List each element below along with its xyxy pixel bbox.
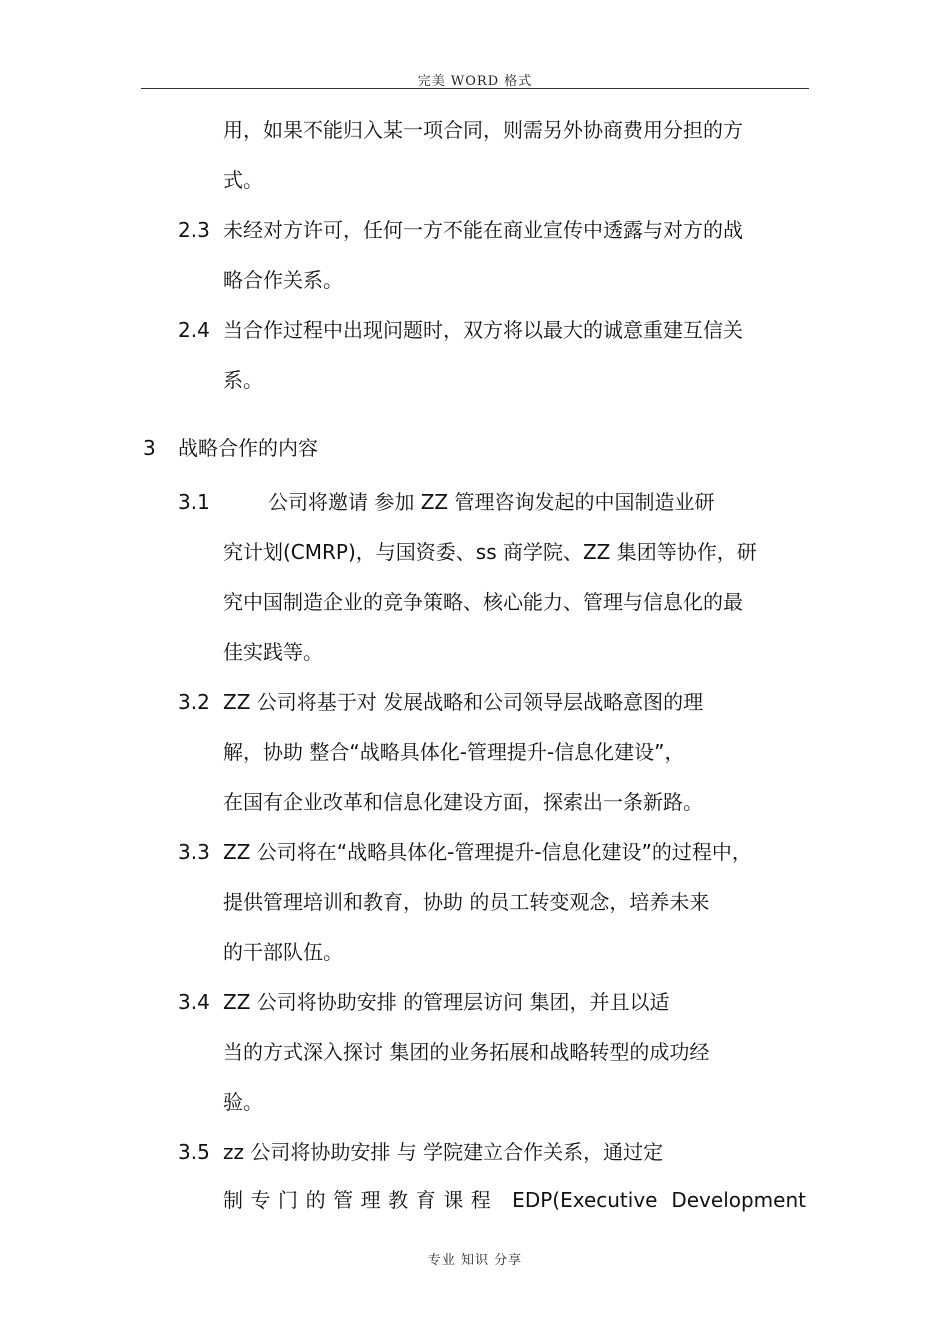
clause-number: 2.4 (178, 318, 210, 342)
paragraph-line: 在国有企业改革和信息化建设方面，探索出一条新路。 (223, 790, 703, 814)
clause-number: 3.2 (178, 690, 210, 714)
clause-number: 3.4 (178, 990, 210, 1014)
paragraph-line: 当合作过程中出现问题时，双方将以最大的诚意重建互信关 (223, 318, 743, 342)
paragraph-line: 解，协助 整合“战略具体化-管理提升-信息化建设”， (223, 740, 685, 764)
paragraph-line: ZZ 公司将协助安排 的管理层访问 集团，并且以适 (223, 990, 670, 1014)
page-footer: 专业 知识 分享 (427, 1253, 523, 1268)
paragraph-line: 验。 (223, 1090, 263, 1114)
clause-number: 2.3 (178, 218, 210, 242)
paragraph-line: 用，如果不能归入某一项合同，则需另外协商费用分担的方 (223, 118, 743, 142)
clause-number: 3.3 (178, 840, 210, 864)
paragraph-line: 系。 (223, 368, 263, 392)
paragraph-line: ZZ 公司将在“战略具体化-管理提升-信息化建设”的过程中， (223, 840, 752, 864)
section-number: 3 (143, 436, 156, 460)
section-title: 战略合作的内容 (178, 436, 318, 460)
clause-number: 3.1 (178, 490, 210, 514)
clause-number: 3.5 (178, 1140, 210, 1164)
paragraph-line: 的干部队伍。 (223, 940, 343, 964)
page-header: 完美 WORD 格式 (417, 74, 533, 89)
paragraph-line: 究中国制造企业的竞争策略、核心能力、管理与信息化的最 (223, 590, 743, 614)
paragraph-line: 式。 (223, 168, 263, 192)
paragraph-line: zz 公司将协助安排 与 学院建立合作关系，通过定 (223, 1140, 664, 1164)
paragraph-line: 略合作关系。 (223, 268, 343, 292)
paragraph-line: 当的方式深入探讨 集团的业务拓展和战略转型的成功经 (223, 1040, 710, 1064)
paragraph-line: 公司将邀请 参加 ZZ 管理咨询发起的中国制造业研 (268, 490, 715, 514)
paragraph-line: 制专门的管理教育课程 EDP(Executive Development (223, 1188, 806, 1212)
header-divider (141, 88, 809, 89)
paragraph-line: 佳实践等。 (223, 640, 323, 664)
paragraph-line: 提供管理培训和教育，协助 的员工转变观念，培养未来 (223, 890, 710, 914)
paragraph-line: ZZ 公司将基于对 发展战略和公司领导层战略意图的理 (223, 690, 704, 714)
paragraph-line: 未经对方许可，任何一方不能在商业宣传中透露与对方的战 (223, 218, 743, 242)
paragraph-line: 究计划(CMRP)，与国资委、ss 商学院、ZZ 集团等协作，研 (223, 540, 757, 564)
